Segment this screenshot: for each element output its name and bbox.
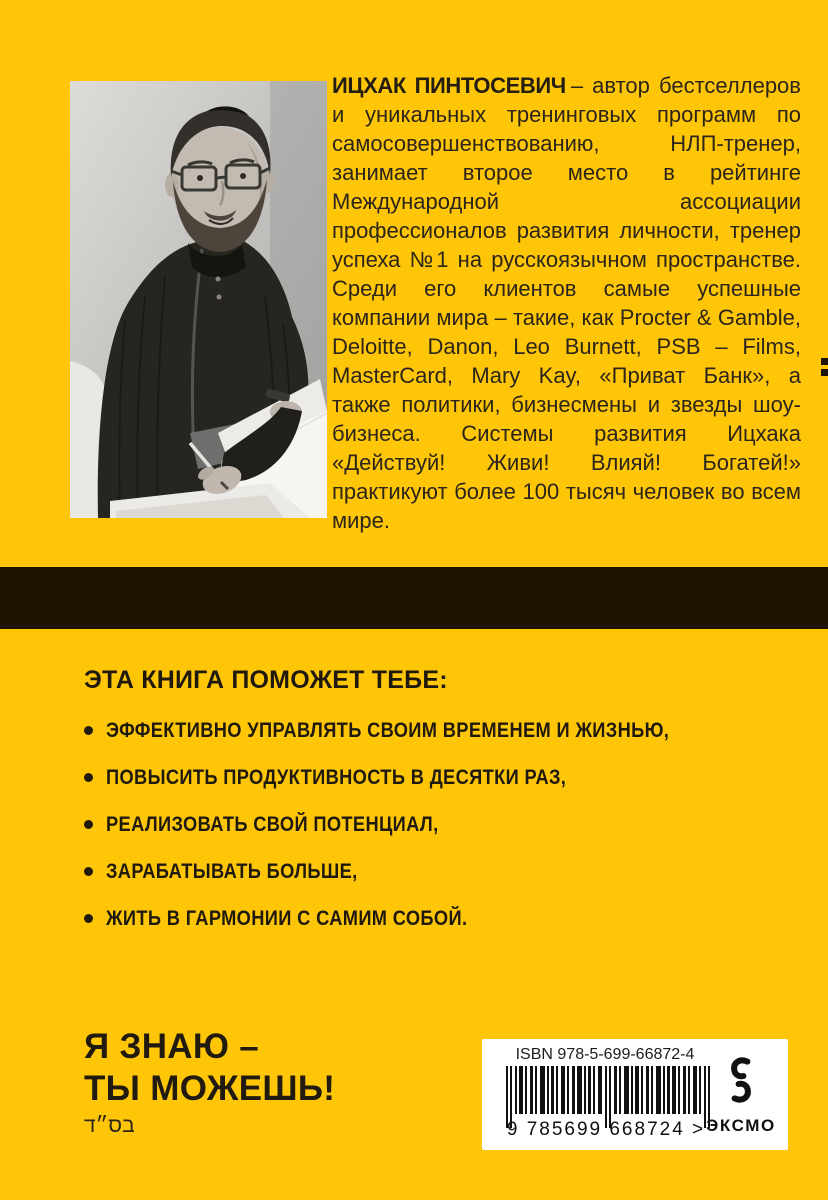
eksmo-swirl-icon xyxy=(721,1047,761,1113)
author-photo xyxy=(70,81,327,518)
benefit-item: ЭФФЕКТИВНО УПРАВЛЯТЬ СВОИМ ВРЕМЕНЕМ И ЖИЗНЬЮ, xyxy=(84,719,744,742)
publisher-logo xyxy=(704,1047,778,1136)
divider-band xyxy=(0,567,828,629)
benefits-list xyxy=(84,719,744,930)
author-name: ИЦХАК ПИНТОСЕВИЧ xyxy=(332,73,566,98)
barcode-panel xyxy=(482,1039,788,1150)
benefit-item: ЗАРАБАТЫВАТЬ БОЛЬШЕ, xyxy=(84,860,744,883)
benefit-item: ПОВЫСИТЬ ПРОДУКТИВНОСТЬ В ДЕСЯТКИ РАЗ, xyxy=(84,766,744,789)
slogan-line-1: Я ЗНАЮ – xyxy=(84,1027,260,1066)
bullet-icon xyxy=(84,773,93,782)
bullet-icon xyxy=(84,914,93,923)
bullet-icon xyxy=(84,867,93,876)
slogan-line-2: ТЫ МОЖЕШЬ! xyxy=(84,1069,336,1108)
benefit-item: ЖИТЬ В ГАРМОНИИ С САМИМ СОБОЙ. xyxy=(84,907,744,930)
isbn-number: ISBN 978-5-699-66872-4 xyxy=(515,1046,695,1063)
bullet-icon xyxy=(84,820,93,829)
slogan xyxy=(84,1026,335,1110)
benefits-section xyxy=(84,666,744,954)
author-bio xyxy=(332,71,801,535)
print-registration-mark xyxy=(821,358,828,377)
benefits-heading: ЭТА КНИГА ПОМОЖЕТ ТЕБЕ: xyxy=(84,666,448,694)
barcode-digits: 9 785699 668724 > xyxy=(506,1119,706,1140)
author-bio-text: – автор бестселлеров и уникальных тренинговых программ по самосовершенствованию, НЛП-тренер, занимает второе место в рейтинге Международной ассоциации профессионалов развития личности, тренер успеха №1 на русскоязычном пространстве. Среди его клиентов самые успешные компании мира – такие, как Procter & Gamble, Deloitte, Danon, Leo Burnett, PSB – Films, MasterCard, Mary Kay, «Приват Банк», а также политики, бизнесмены и звезды шоу-бизнеса. Системы развития Ицхака «Действуй! Живи! Влияй! Богатей!» практикуют более 100 тысяч человек во всем мире. xyxy=(332,73,801,533)
hebrew-blessing: בס״ד xyxy=(84,1114,135,1137)
benefit-item: РЕАЛИЗОВАТЬ СВОЙ ПОТЕНЦИАЛ, xyxy=(84,813,744,836)
bullet-icon xyxy=(84,726,93,735)
author-photo-illustration xyxy=(70,81,327,518)
publisher-name: ЭКСМО xyxy=(706,1116,776,1135)
